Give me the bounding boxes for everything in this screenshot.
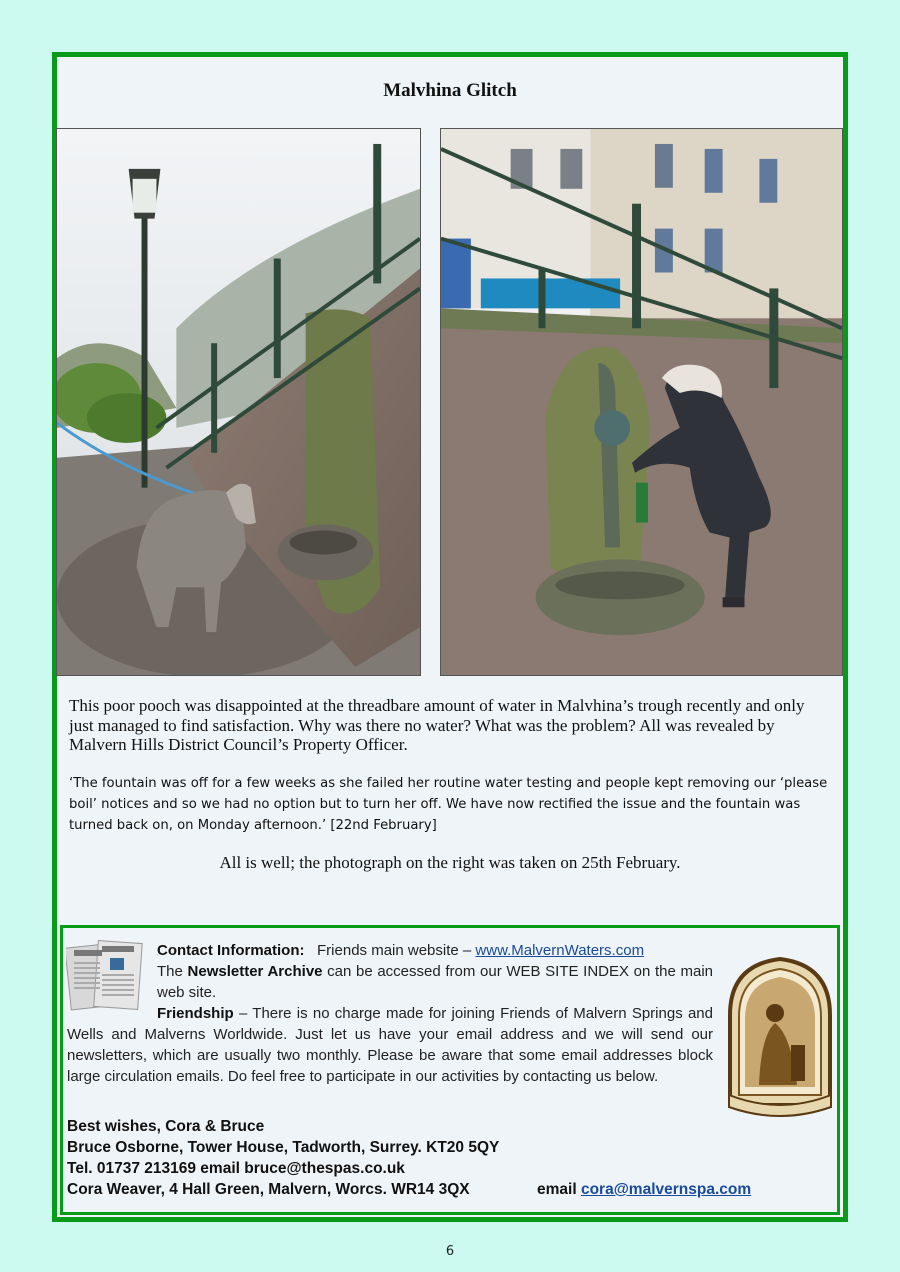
- cora-email-label: email: [537, 1181, 577, 1198]
- article-paragraph: This poor pooch was disappointed at the threadbare amount of water in Malvhina’s trough recently and only just managed to find satisfaction. Why was there no water? What was the problem? All was revealed by Malvern Hills District Council’s Property Officer.: [69, 696, 805, 754]
- archive-text: can be accessed from our WEB SITE INDEX on the main web site.: [157, 963, 713, 1001]
- contact-information: [67, 940, 713, 1087]
- council-quote: ‘The fountain was off for a few weeks as she failed her routine water testing and people kept removing our ‘please boil’ notices and so we had no option but to turn her off. We have now rectified the issue and the fountain was turned back on, on Monday afternoon.’ [22nd February]: [69, 776, 828, 833]
- signature-block: [67, 1116, 827, 1200]
- page-number: 6: [445, 1244, 455, 1259]
- article-title: Malvhina Glitch: [383, 80, 517, 101]
- closing-note: All is well; the photograph on the right was taken on 25th February.: [219, 853, 681, 872]
- friendship-text: – There is no charge made for joining Friends of Malvern Springs and Wells and Malverns Worldwide. Just let us have your email address and we will send our newsletters, which are usually two monthly. Please be aware that some email addresses block large circulation emails. Do feel free to participate in our activities by contacting us below.: [67, 1005, 713, 1085]
- dog-at-fountain-photo: [56, 128, 421, 676]
- cora-email: [537, 1179, 751, 1200]
- sign-off: Best wishes, Cora & Bruce: [67, 1118, 265, 1135]
- bruce-contact: Tel. 01737 213169 email bruce@thespas.co.uk: [67, 1160, 405, 1177]
- cora-email-link[interactable]: cora@malvernspa.com: [580, 1181, 752, 1198]
- contact-heading: Contact Information:: [157, 942, 305, 959]
- website-link[interactable]: www.MalvernWaters.com: [475, 942, 645, 959]
- cora-address: Cora Weaver, 4 Hall Green, Malvern, Worcs. WR14 3QX: [67, 1181, 470, 1198]
- archive-pre: The: [157, 963, 183, 980]
- woman-filling-bottle-photo: [440, 128, 843, 676]
- website-text: Friends main website –: [317, 942, 472, 959]
- malvern-hills-seal: [725, 955, 835, 1117]
- friendship-label: Friendship: [157, 1005, 234, 1022]
- newsletter-archive-label: Newsletter Archive: [187, 963, 323, 980]
- bruce-address: Bruce Osborne, Tower House, Tadworth, Surrey. KT20 5QY: [67, 1139, 500, 1156]
